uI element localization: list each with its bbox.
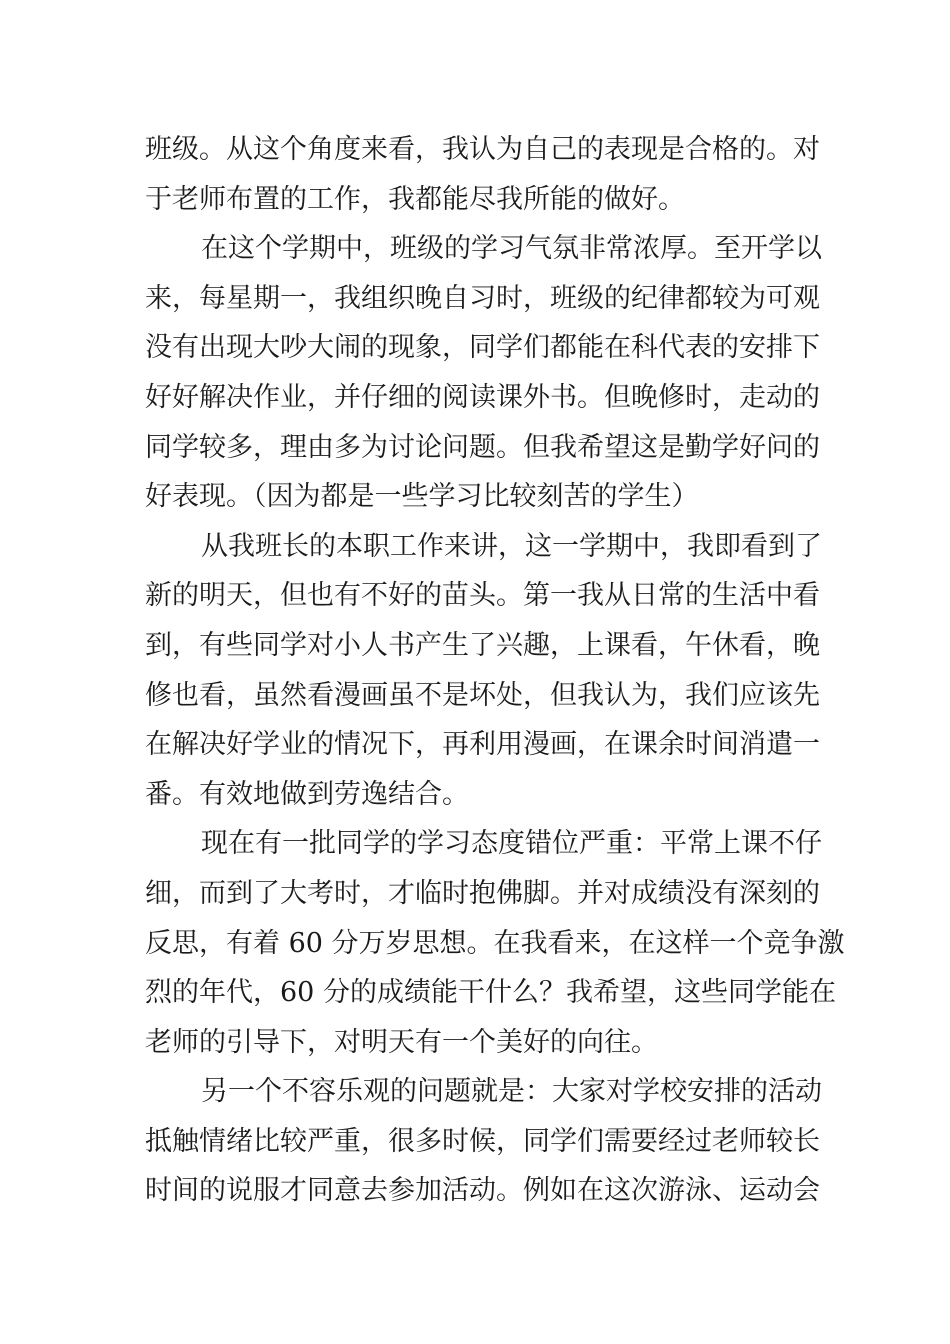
- text-line: 时间的说服才同意去参加活动。例如在这次游泳、运动会: [145, 1175, 820, 1207]
- text-line: 烈的年代，60 分的成绩能干什么？我希望，这些同学能在: [145, 977, 836, 1009]
- text-line: 抵触情绪比较严重，很多时候，同学们需要经过老师较长: [145, 1125, 820, 1157]
- text-line: 好好解决作业，并仔细的阅读课外书。但晚修时，走动的: [145, 381, 820, 413]
- text-line: 反思，有着 60 分万岁思想。在我看来，在这样一个竞争激: [145, 927, 845, 959]
- text-line: 新的明天，但也有不好的苗头。第一我从日常的生活中看: [145, 580, 820, 612]
- text-line: 现在有一批同学的学习态度错位严重：平常上课不仔: [201, 828, 822, 860]
- text-line: 好表现。（因为都是一些学习比较刻苦的学生）: [145, 481, 699, 513]
- text-line: 在这个学期中，班级的学习气氛非常浓厚。至开学以: [201, 233, 822, 265]
- text-line: 没有出现大吵大闹的现象，同学们都能在科代表的安排下: [145, 332, 820, 364]
- text-line: 另一个不容乐观的问题就是：大家对学校安排的活动: [201, 1076, 822, 1108]
- text-line: 同学较多，理由多为讨论问题。但我希望这是勤学好问的: [145, 431, 820, 463]
- text-line: 番。有效地做到劳逸结合。: [145, 778, 469, 810]
- text-line: 来，每星期一，我组织晚自习时，班级的纪律都较为可观: [145, 282, 820, 314]
- text-line: 班级。从这个角度来看，我认为自己的表现是合格的。对: [145, 134, 820, 165]
- text-line: 老师的引导下，对明天有一个美好的向往。: [145, 1026, 658, 1058]
- text-line: 于老师布置的工作，我都能尽我所能的做好。: [145, 183, 685, 215]
- text-line: 从我班长的本职工作来讲，这一学期中，我即看到了: [201, 530, 822, 562]
- document-body: [145, 125, 845, 1216]
- text-line: 修也看，虽然看漫画虽不是坏处，但我认为，我们应该先: [145, 679, 820, 711]
- text-line: 细，而到了大考时，才临时抱佛脚。并对成绩没有深刻的: [145, 877, 820, 909]
- text-line: 到，有些同学对小人书产生了兴趣，上课看，午休看，晚: [145, 629, 820, 661]
- text-line: 在解决好学业的情况下，再利用漫画，在课余时间消遣一: [145, 729, 820, 761]
